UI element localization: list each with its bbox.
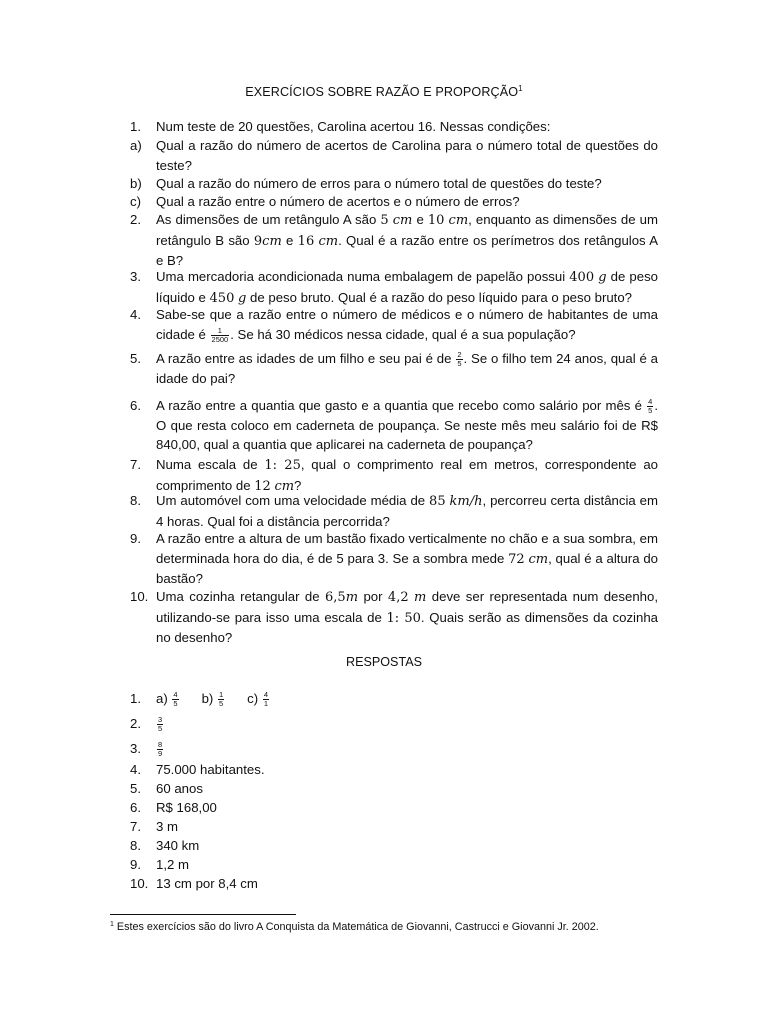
question-5: 5. A razão entre as idades de um filho e seu pai é de $\frac{2}{5}$ . Se o filho tem 24 anos, qual é a idade do pai? bbox=[130, 350, 658, 386]
question-1a: a) Qual a razão do número de acertos de Carolina para o número total de questões do teste? bbox=[130, 138, 658, 173]
footnote: $^1$ Estes exercícios são do livro A Conquista da Matemática de Giovanni, Castrucci e Giovanni Jr. 2002. bbox=[110, 921, 599, 933]
answer-4: 4. 75.000 habitantes. bbox=[130, 762, 265, 777]
answer-1: 1. a) $\frac{4}{5}$ b) $\frac{1}{5}$ c) $\frac{4}{1}$ bbox=[130, 690, 268, 709]
question-9: 9. A razão entre a altura de um bastão fixado verticalmente no chão e a sua sombra, em determinada hora do dia, é de 5 para 3. Se a sombra mede 72 cm, qual é a altura do bastão? bbox=[130, 531, 658, 586]
fraction: $\frac{2}{5}$ bbox=[457, 350, 462, 369]
question-1c: c) Qual a razão entre o número de acertos e o número de erros? bbox=[130, 194, 520, 209]
answers-title: RESPOSTAS bbox=[345, 655, 423, 669]
answer-8: 8. 340 km bbox=[130, 838, 200, 853]
question-10: 10. Uma cozinha retangular de 6,5m por 4,2 m deve ser representada num desenho, utilizando-se para isso uma escala de 1: 50. Quais serão as dimensões da cozinha no desenho? bbox=[130, 589, 658, 645]
answer-10: 10. 13 cm por 8,4 cm bbox=[130, 876, 258, 891]
footnote-separator bbox=[110, 914, 296, 915]
question-4: 4. Sabe-se que a razão entre o número de médicos e o número de habitantes de uma cidade é $\frac{1}{2500}$ . Se há 30 médicos nessa cidade, qual é a sua população? bbox=[130, 307, 658, 344]
answer-5: 5. 60 anos bbox=[130, 781, 203, 796]
answer-7: 7. 3 m bbox=[130, 819, 178, 834]
answer-9: 9. 1,2 m bbox=[130, 857, 189, 872]
answer-6: 6. R$ 168,00 bbox=[130, 800, 217, 815]
question-6: 6. A razão entre a quantia que gasto e a quantia que recebo como salário por mês é $\frac{4}{5}$ . O que resta coloco em caderneta de poupança. Se neste mês meu salário foi de R$ 840,00, qual a quantia que aplicarei na caderneta de poupança? bbox=[130, 397, 658, 452]
question-3: 3. Uma mercadoria acondicionada numa embalagem de papelão possui 400 g de peso líquido e 450 g de peso bruto. Qual é a razão do peso líquido para o peso bruto? bbox=[130, 269, 659, 306]
question-7: 7. Numa escala de 1: 25, qual o comprimento real em metros, correspondente ao comprimento de 12 cm? bbox=[130, 457, 658, 494]
question-8: 8. Um automóvel com uma velocidade média de 85 km/h, percorreu certa distância em 4 horas. Qual foi a distância percorrida? bbox=[130, 493, 658, 529]
fraction: $\frac{4}{5}$ bbox=[648, 397, 653, 416]
question-2: 2. As dimensões de um retângulo A são 5 cm e 10 cm, enquanto as dimensões de um retângulo B são 9cm e 16 cm. Qual é a razão entre os perímetros dos retângulos A e B? bbox=[130, 212, 658, 268]
footnote-marker: 1 bbox=[518, 84, 523, 93]
question-1b: b) Qual a razão do número de erros para o número total de questões do teste? bbox=[130, 176, 602, 191]
answer-3: 3. $\frac{8}{9}$ bbox=[130, 740, 163, 759]
answer-2: 2. $\frac{3}{5}$ bbox=[130, 715, 163, 734]
page-title: EXERCÍCIOS SOBRE RAZÃO E PROPORÇÃO$^1$ bbox=[245, 84, 523, 99]
question-1: 1. Num teste de 20 questões, Carolina acertou 16. Nessas condições: bbox=[130, 119, 551, 134]
fraction: $\frac{1}{2500}$ bbox=[211, 325, 229, 344]
